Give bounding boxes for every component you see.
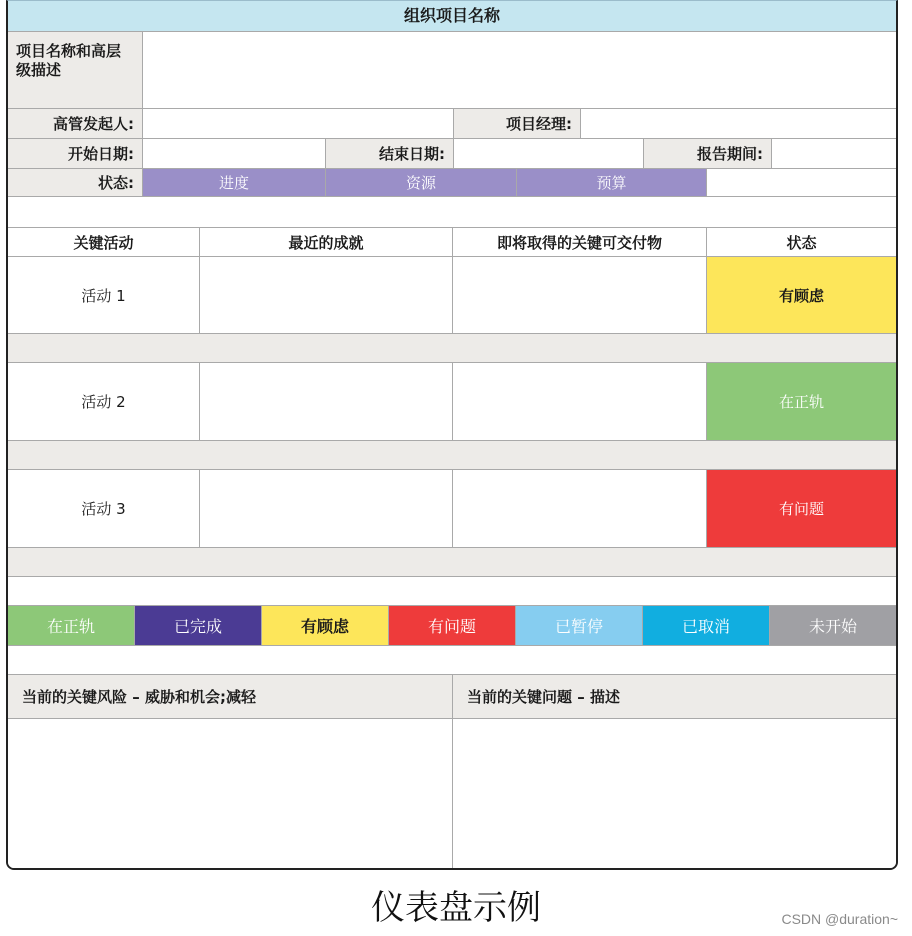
end-date-field[interactable]	[454, 139, 644, 168]
recent-achievements-cell[interactable]	[200, 363, 453, 440]
issues-label: 当前的关键问题 – 描述	[453, 675, 896, 718]
project-desc-row	[8, 32, 896, 109]
risks-issues-header	[8, 675, 896, 719]
legend-on-track: 在正轨	[8, 606, 135, 645]
header-recent-achievements: 最近的成就	[200, 228, 453, 256]
dates-row	[8, 139, 896, 169]
legend-cancelled: 已取消	[643, 606, 770, 645]
recent-achievements-cell[interactable]	[200, 257, 453, 333]
status-row	[8, 169, 896, 197]
report-period-field[interactable]	[772, 139, 896, 168]
row-separator	[8, 441, 896, 470]
activity-status-badge[interactable]: 在正轨	[707, 363, 896, 440]
project-desc-label: 项目名称和高层级描述	[8, 32, 143, 108]
page-title: 组织项目名称	[403, 6, 500, 25]
status-legend	[8, 606, 896, 646]
recent-achievements-cell[interactable]	[200, 470, 453, 547]
watermark: CSDN @duration~	[781, 911, 898, 927]
row-separator	[8, 548, 896, 577]
table-row	[8, 257, 896, 334]
issues-field[interactable]	[453, 719, 896, 869]
figure-caption: 仪表盘示例	[371, 888, 541, 928]
spacer-row	[8, 646, 896, 675]
spacer-row	[8, 197, 896, 228]
project-desc-field[interactable]	[143, 32, 896, 108]
legend-not-started: 未开始	[770, 606, 896, 645]
risks-label: 当前的关键风险 – 威胁和机会;减轻	[8, 675, 453, 718]
legend-paused: 已暂停	[516, 606, 643, 645]
legend-concern: 有顾虑	[262, 606, 389, 645]
sponsor-row	[8, 109, 896, 139]
title-row	[8, 1, 896, 32]
header-upcoming-deliverables: 即将取得的关键可交付物	[453, 228, 707, 256]
activity-table-header	[8, 228, 896, 257]
activity-name: 活动 1	[8, 257, 200, 333]
upcoming-deliverables-cell[interactable]	[453, 470, 707, 547]
row-separator	[8, 334, 896, 363]
upcoming-deliverables-cell[interactable]	[453, 257, 707, 333]
risks-field[interactable]	[8, 719, 453, 869]
legend-completed: 已完成	[135, 606, 262, 645]
status-resources[interactable]: 资源	[326, 169, 517, 196]
activity-name: 活动 3	[8, 470, 200, 547]
activity-name: 活动 2	[8, 363, 200, 440]
status-schedule[interactable]: 进度	[143, 169, 326, 196]
status-blank	[707, 169, 896, 196]
end-date-label: 结束日期:	[326, 139, 454, 168]
start-date-label: 开始日期:	[8, 139, 143, 168]
manager-field[interactable]	[581, 109, 896, 138]
risks-issues-body	[8, 719, 896, 869]
status-label: 状态:	[8, 169, 143, 196]
dashboard-frame	[6, 0, 898, 870]
spacer-row	[8, 577, 896, 606]
table-row	[8, 363, 896, 441]
header-key-activity: 关键活动	[8, 228, 200, 256]
start-date-field[interactable]	[143, 139, 326, 168]
header-status: 状态	[707, 228, 896, 256]
table-row	[8, 470, 896, 548]
activity-status-badge[interactable]: 有问题	[707, 470, 896, 547]
upcoming-deliverables-cell[interactable]	[453, 363, 707, 440]
sponsor-field[interactable]	[143, 109, 454, 138]
status-budget[interactable]: 预算	[517, 169, 707, 196]
legend-problem: 有问题	[389, 606, 516, 645]
activity-status-badge[interactable]: 有顾虑	[707, 257, 896, 333]
sponsor-label: 高管发起人:	[8, 109, 143, 138]
report-period-label: 报告期间:	[644, 139, 772, 168]
manager-label: 项目经理:	[454, 109, 581, 138]
